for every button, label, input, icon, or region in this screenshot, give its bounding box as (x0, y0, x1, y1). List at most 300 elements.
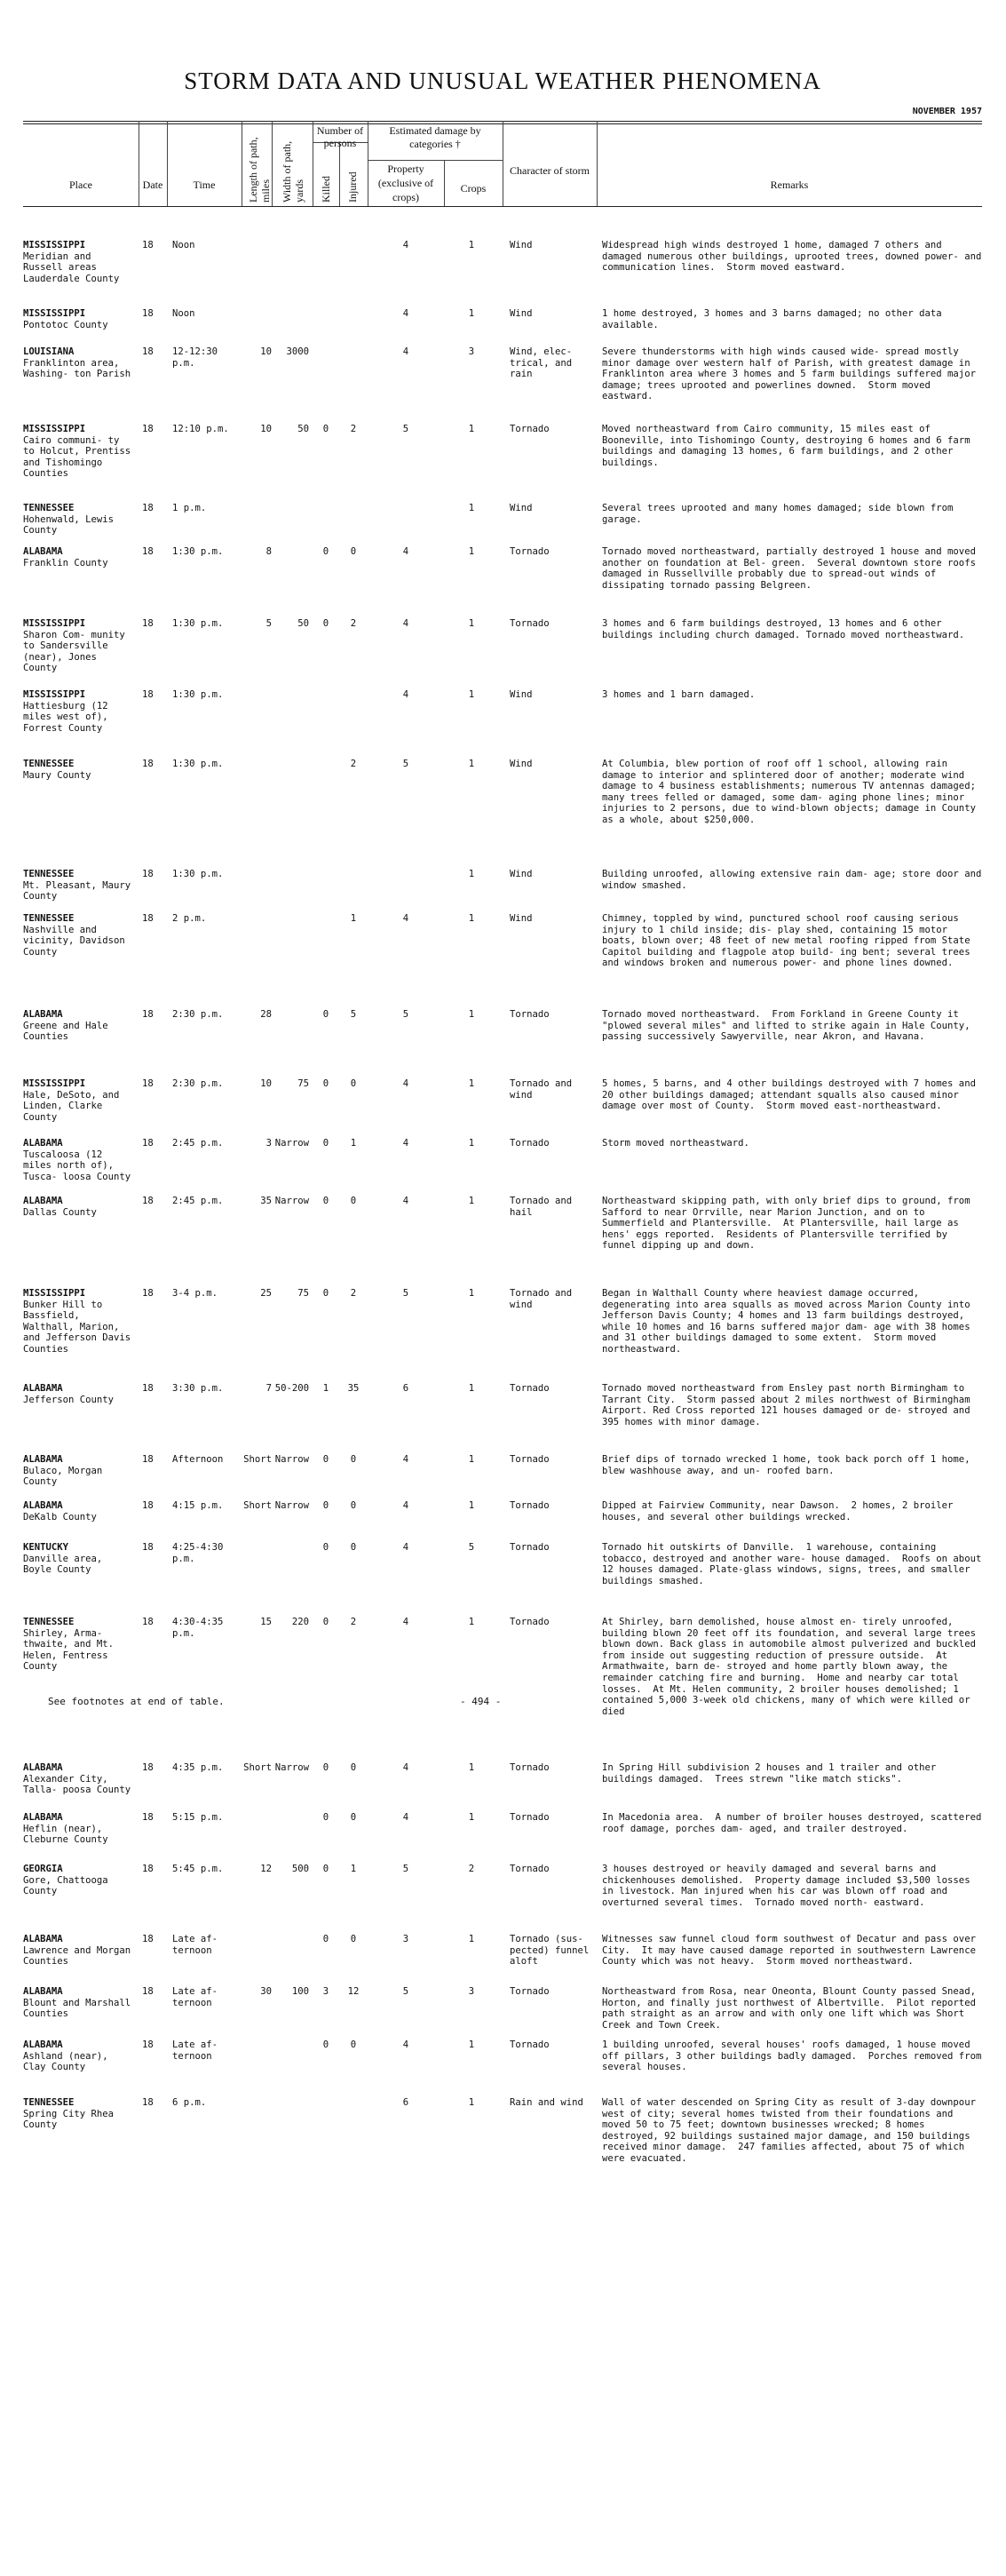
path-length-cell: Short (243, 1762, 272, 1773)
remarks-cell: 3 homes and 6 farm buildings destroyed, 13 homes and 6 other buildings including church damaged. Tornado moved northeastward. (602, 618, 965, 640)
crop-damage-cell: 2 (468, 1864, 475, 1874)
storm-character-cell: Wind (510, 503, 533, 513)
place-cell (23, 503, 134, 537)
crop-damage-cell: 1 (468, 1383, 475, 1394)
date-cell: 18 (142, 546, 154, 557)
path-length-cell: 15 (260, 1617, 272, 1627)
killed-cell: 0 (322, 1138, 329, 1149)
injured-cell: 5 (350, 1009, 357, 1020)
place-name: DeKalb County (23, 1511, 97, 1523)
killed-cell: 0 (322, 546, 329, 557)
path-width-cell: Narrow (274, 1454, 309, 1465)
injured-cell: 0 (350, 1196, 357, 1206)
place-name: Bunker Hill to Bassfield, Walthall, Marion, and Jefferson Davis Counties (23, 1299, 137, 1355)
path-width-cell: 100 (291, 1986, 309, 1997)
time-cell: 5:45 p.m. (172, 1864, 224, 1874)
place-cell (23, 1500, 134, 1523)
injured-cell: 0 (350, 1812, 357, 1823)
crop-damage-cell: 1 (468, 1617, 475, 1627)
place-name: Lawrence and Morgan Counties (23, 1944, 137, 1968)
storm-character-cell: Wind (510, 308, 533, 319)
property-damage-cell: 4 (402, 308, 409, 319)
state-name: TENNESSEE (23, 869, 75, 879)
property-damage-cell: 4 (402, 913, 409, 924)
crop-damage-cell: 1 (468, 618, 475, 629)
remarks-cell: Storm moved northeastward. (602, 1138, 749, 1149)
time-cell: Late af- ternoon (172, 2039, 224, 2062)
date-cell: 18 (142, 1288, 154, 1299)
state-name: TENNESSEE (23, 2097, 75, 2108)
path-width-cell: Narrow (274, 1500, 309, 1511)
storm-character-cell: Tornado (510, 2039, 550, 2050)
place-name: Hohenwald, Lewis County (23, 513, 120, 537)
remarks-cell: Chimney, toppled by wind, punctured school roof causing serious injury to 1 child inside; dis- play shed, containing 15 motor boats, blown over; 48 feet of new metal roofing ripped from State Capitol building and flagpole atop build- ing bent; several trees and windows broken and numerous power- and phone lines downed. (602, 913, 976, 969)
col-divider (167, 121, 168, 206)
injured-cell: 35 (347, 1383, 360, 1394)
path-width-cell: 50-200 (274, 1383, 309, 1394)
remarks-cell: Northeastward from Rosa, near Oneonta, Blount County passed Snead, Horton, and finally just northwest of Albertville. Pilot reported path straight as an arrow and with only one lift which was Short Creek and Town Creek. (602, 1986, 982, 2031)
property-damage-cell: 4 (402, 2039, 409, 2050)
storm-character-cell: Tornado and hail (510, 1196, 578, 1218)
injured-cell: 0 (350, 546, 357, 557)
date-cell: 18 (142, 618, 154, 629)
injured-cell: 2 (350, 1617, 357, 1627)
date-cell: 18 (142, 1542, 154, 1553)
state-name: MISSISSIPPI (23, 618, 86, 629)
place-name: Jefferson County (23, 1394, 115, 1405)
killed-cell: 0 (322, 1454, 329, 1465)
injured-cell: 0 (350, 1078, 357, 1089)
property-damage-cell: 4 (402, 689, 409, 700)
property-damage-cell: 4 (402, 1196, 409, 1206)
path-length-cell: 35 (260, 1196, 272, 1206)
place-name: Heflin (near), Cleburne County (23, 1823, 108, 1846)
place-name: Hattiesburg (12 miles west of), Forrest County (23, 700, 115, 734)
injured-cell: 0 (350, 2039, 357, 2050)
remarks-cell: At Columbia, blew portion of roof off 1 school, allowing rain damage to interior and splintered door of another; moderate wind damage to 4 business establishments; numerous TV antennas damaged; many trees felled or damaged, some dam- aging phone lines; minor injuries to 2 persons, due to wind-blown objects; damage in County as a whole, about $250,000. (602, 759, 982, 825)
time-cell: 5:15 p.m. (172, 1812, 224, 1823)
injured-cell: 12 (347, 1986, 360, 1997)
time-cell: 1:30 p.m. (172, 759, 224, 769)
state-name: ALABAMA (23, 2039, 63, 2050)
date-cell: 18 (142, 346, 154, 357)
place-cell (23, 1454, 134, 1488)
remarks-cell: Dipped at Fairview Community, near Dawson. 2 homes, 2 broiler houses, and several other buildings wrecked. (602, 1500, 959, 1523)
property-damage-cell: 4 (402, 1617, 409, 1627)
time-cell: 12:10 p.m. (172, 424, 229, 434)
state-name: ALABAMA (23, 1934, 63, 1944)
crop-damage-cell: 1 (468, 913, 475, 924)
remarks-cell: Tornado moved northeastward. From Forkland in Greene County it "plowed several miles" and lifted to strike again in Hale County, passing successively Sawyerville, near Akron, and Havana. (602, 1009, 976, 1043)
time-cell: 2:30 p.m. (172, 1009, 224, 1020)
place-name: Mt. Pleasant, Maury County (23, 879, 137, 902)
date-cell: 18 (142, 1500, 154, 1511)
path-length-cell: 8 (265, 546, 272, 557)
remarks-cell: Tornado moved northeastward from Ensley past north Birmingham to Tarrant City. Storm passed about 2 miles northwest of Birmingham Airport. Red Cross reported 121 houses damaged or de- stroyed and 395 homes with minor damage. (602, 1383, 976, 1427)
place-name: Blount and Marshall Counties (23, 1997, 137, 2020)
place-cell (23, 1762, 134, 1796)
property-damage-cell: 4 (402, 1500, 409, 1511)
time-cell: 6 p.m. (172, 2097, 207, 2108)
place-name: Shirley, Arma- thwaite, and Mt. Helen, Fentress County (23, 1627, 120, 1673)
time-cell: 1:30 p.m. (172, 546, 224, 557)
time-cell: 4:15 p.m. (172, 1500, 224, 1511)
storm-character-cell: Tornado and wind (510, 1288, 578, 1310)
date-cell: 18 (142, 308, 154, 319)
path-width-cell: 75 (297, 1288, 309, 1299)
place-name: Spring City Rhea County (23, 2108, 120, 2131)
injured-cell: 2 (350, 618, 357, 629)
time-cell: 2 p.m. (172, 913, 207, 924)
place-cell (23, 869, 137, 902)
injured-cell: 0 (350, 1934, 357, 1944)
place-cell (23, 689, 134, 734)
date-cell: 18 (142, 1138, 154, 1149)
property-damage-cell: 5 (402, 1009, 409, 1020)
date-cell: 18 (142, 1864, 154, 1874)
killed-cell: 3 (322, 1986, 329, 1997)
property-damage-cell: 5 (402, 1986, 409, 1997)
place-cell (23, 1617, 134, 1673)
date-cell: 18 (142, 2039, 154, 2050)
path-width-cell: 75 (297, 1078, 309, 1089)
property-damage-cell: 5 (402, 1288, 409, 1299)
killed-cell: 0 (322, 1864, 329, 1874)
date-cell: 18 (142, 1934, 154, 1944)
storm-character-cell: Wind (510, 913, 533, 924)
place-name: Gore, Chattooga County (23, 1874, 115, 1897)
header-persons: Number of persons (316, 124, 364, 149)
date-cell: 18 (142, 1454, 154, 1465)
path-width-cell: 50 (297, 618, 309, 629)
state-name: KENTUCKY (23, 1542, 69, 1553)
crop-damage-cell: 1 (468, 1009, 475, 1020)
time-cell: 4:25-4:30 p.m. (172, 1542, 229, 1564)
injured-cell: 2 (350, 1288, 357, 1299)
killed-cell: 0 (322, 1078, 329, 1089)
place-cell (23, 1934, 137, 1968)
date-cell: 18 (142, 913, 154, 924)
property-damage-cell: 5 (402, 424, 409, 434)
date-cell: 18 (142, 1196, 154, 1206)
state-name: TENNESSEE (23, 759, 75, 769)
place-name: Dallas County (23, 1206, 97, 1218)
crop-damage-cell: 1 (468, 1196, 475, 1206)
date-cell: 18 (142, 503, 154, 513)
crop-damage-cell: 1 (468, 1454, 475, 1465)
property-damage-cell: 6 (402, 2097, 409, 2108)
crop-damage-cell: 1 (468, 2097, 475, 2108)
crop-damage-cell: 1 (468, 503, 475, 513)
place-cell (23, 1864, 134, 1897)
property-damage-cell: 6 (402, 1383, 409, 1394)
report-month: NOVEMBER 1957 (912, 107, 982, 116)
state-name: MISSISSIPPI (23, 308, 86, 319)
remarks-cell: Widespread high winds destroyed 1 home, damaged 7 others and damaged numerous other buildings, uprooted trees, downed power- and communication lines. Storm moved eastward. (602, 240, 987, 274)
page-title: STORM DATA AND UNUSUAL WEATHER PHENOMENA (184, 68, 821, 94)
time-cell: 3-4 p.m. (172, 1288, 218, 1299)
time-cell: 1:30 p.m. (172, 869, 224, 879)
property-damage-cell: 4 (402, 1542, 409, 1553)
injured-cell: 2 (350, 424, 357, 434)
header-property: Property (exclusive of crops) (377, 163, 434, 203)
storm-character-cell: Wind, elec- trical, and rain (510, 346, 578, 380)
remarks-cell: Tornado hit outskirts of Danville. 1 warehouse, containing tobacco, destroyed and another ware- house damaged. Roofs on about 12 houses damaged. Plate-glass windows, signs, trees, and smaller buildings smashed. (602, 1542, 987, 1586)
property-damage-cell: 4 (402, 1138, 409, 1149)
crop-damage-cell: 3 (468, 346, 475, 357)
storm-character-cell: Tornado (510, 1864, 550, 1874)
killed-cell: 0 (322, 1934, 329, 1944)
date-cell: 18 (142, 1383, 154, 1394)
crop-damage-cell: 1 (468, 1138, 475, 1149)
time-cell: Afternoon (172, 1454, 224, 1465)
date-cell: 18 (142, 1078, 154, 1089)
path-length-cell: 25 (260, 1288, 272, 1299)
storm-character-cell: Tornado (510, 424, 550, 434)
killed-cell: 0 (322, 1812, 329, 1823)
header-killed: Killed (320, 176, 332, 203)
killed-cell: 0 (322, 1762, 329, 1773)
date-cell: 18 (142, 1762, 154, 1773)
remarks-cell: 1 building unroofed, several houses' roofs damaged, 1 house moved off pillars, 3 other buildings badly damaged. Porches removed from several houses. (602, 2039, 987, 2073)
remarks-cell: 5 homes, 5 barns, and 4 other buildings destroyed with 7 homes and 20 other buildings damaged; attendant squalls also caused minor damage over most of County. Storm moved east-northeastward. (602, 1078, 982, 1112)
remarks-cell: Witnesses saw funnel cloud form southwest of Decatur and pass over City. It may have caused damage reported in southwestern Lawrence County which was not heavy. Storm moved northeastward. (602, 1934, 982, 1968)
path-width-cell: Narrow (274, 1762, 309, 1773)
time-cell: 12-12:30 p.m. (172, 346, 224, 369)
storm-character-cell: Wind (510, 759, 533, 769)
place-cell (23, 1812, 134, 1846)
remarks-cell: In Macedonia area. A number of broiler houses destroyed, scattered roof damage, porches dam- aged, and trailer destroyed. (602, 1812, 987, 1834)
time-cell: 1:30 p.m. (172, 618, 224, 629)
property-damage-cell: 4 (402, 240, 409, 250)
header-width: Width of path, yards (281, 140, 305, 203)
crop-damage-cell: 1 (468, 424, 475, 434)
state-name: ALABAMA (23, 1138, 63, 1149)
remarks-cell: Severe thunderstorms with high winds caused wide- spread mostly minor damage over western half of Parish, with greatest damage in Franklinton area where 3 homes and 5 farm buildings suffered major damage; trees uprooted and powerlines downed. Storm moved eastward. (602, 346, 982, 402)
place-cell (23, 1138, 134, 1182)
crop-damage-cell: 1 (468, 2039, 475, 2050)
property-damage-cell: 5 (402, 759, 409, 769)
path-length-cell: 12 (260, 1864, 272, 1874)
date-cell: 18 (142, 1009, 154, 1020)
property-damage-cell: 3 (402, 1934, 409, 1944)
killed-cell: 0 (322, 1196, 329, 1206)
injured-cell: 1 (350, 1138, 357, 1149)
state-name: MISSISSIPPI (23, 240, 86, 250)
place-name: Bulaco, Morgan County (23, 1465, 108, 1488)
state-name: TENNESSEE (23, 913, 75, 924)
place-cell (23, 424, 137, 480)
property-damage-cell: 4 (402, 1454, 409, 1465)
place-name: Tuscaloosa (12 miles north of), Tusca- loosa County (23, 1149, 131, 1182)
date-cell: 18 (142, 1812, 154, 1823)
state-name: TENNESSEE (23, 1617, 75, 1627)
remarks-cell: Building unroofed, allowing extensive rain dam- age; store door and window smashed. (602, 869, 987, 891)
place-name: Cairo communi- ty to Holcut, Prentiss and Tishomingo Counties (23, 434, 137, 480)
place-name: Franklinton area, Washing- ton Parish (23, 357, 131, 380)
path-width-cell: 500 (291, 1864, 309, 1874)
header-time: Time (193, 179, 216, 191)
header-place: Place (69, 179, 92, 191)
killed-cell: 1 (322, 1383, 329, 1394)
place-name: Hale, DeSoto, and Linden, Clarke County (23, 1089, 125, 1123)
crop-damage-cell: 1 (468, 1500, 475, 1511)
time-cell: Noon (172, 240, 195, 250)
state-name: MISSISSIPPI (23, 1078, 86, 1089)
remarks-cell: 1 home destroyed, 3 homes and 3 barns damaged; no other data available. (602, 308, 948, 330)
injured-cell: 0 (350, 1454, 357, 1465)
place-name: Nashville and vicinity, Davidson County (23, 924, 131, 958)
storm-character-cell: Tornado (510, 1812, 550, 1823)
crop-damage-cell: 1 (468, 546, 475, 557)
crop-damage-cell: 1 (468, 1812, 475, 1823)
path-length-cell: Short (243, 1454, 272, 1465)
storm-character-cell: Tornado (sus- pected) funnel aloft (510, 1934, 595, 1968)
place-name: Meridian and Russell areas Lauderdale County (23, 250, 120, 284)
crop-damage-cell: 1 (468, 1762, 475, 1773)
property-damage-cell: 4 (402, 546, 409, 557)
place-cell (23, 308, 134, 330)
state-name: ALABAMA (23, 546, 63, 557)
date-cell: 18 (142, 424, 154, 434)
path-width-cell: 220 (291, 1617, 309, 1627)
crop-damage-cell: 1 (468, 1078, 475, 1089)
killed-cell: 0 (322, 1542, 329, 1553)
place-cell (23, 346, 134, 380)
storm-character-cell: Tornado (510, 1617, 550, 1627)
place-cell (23, 2097, 134, 2131)
path-width-cell: 3000 (286, 346, 309, 357)
path-length-cell: 10 (260, 346, 272, 357)
remarks-cell: Several trees uprooted and many homes damaged; side blown from garage. (602, 503, 959, 525)
injured-cell: 1 (350, 1864, 357, 1874)
place-cell (23, 1078, 134, 1123)
time-cell: Late af- ternoon (172, 1934, 224, 1956)
injured-cell: 2 (350, 759, 357, 769)
storm-character-cell: Tornado (510, 1454, 550, 1465)
header-injured: Injured (346, 171, 359, 203)
injured-cell: 0 (350, 1500, 357, 1511)
time-cell: 3:30 p.m. (172, 1383, 224, 1394)
path-width-cell: Narrow (274, 1196, 309, 1206)
state-name: GEORGIA (23, 1864, 63, 1874)
property-damage-cell: 4 (402, 1762, 409, 1773)
place-cell (23, 618, 134, 674)
storm-character-cell: Tornado (510, 618, 550, 629)
remarks-cell: 3 homes and 1 barn damaged. (602, 689, 756, 700)
place-cell (23, 913, 134, 958)
property-damage-cell: 4 (402, 618, 409, 629)
storm-character-cell: Tornado (510, 546, 550, 557)
time-cell: 1:30 p.m. (172, 689, 224, 700)
page-number: - 494 - (460, 1696, 502, 1707)
header-bottom-rule (23, 206, 982, 207)
time-cell: 2:30 p.m. (172, 1078, 224, 1089)
state-name: ALABAMA (23, 1500, 63, 1511)
injured-cell: 1 (350, 913, 357, 924)
crop-damage-cell: 1 (468, 869, 475, 879)
crop-damage-cell: 1 (468, 1934, 475, 1944)
place-name: Pontotoc County (23, 319, 108, 330)
time-cell: 2:45 p.m. (172, 1138, 224, 1149)
crop-damage-cell: 1 (468, 240, 475, 250)
date-cell: 18 (142, 759, 154, 769)
killed-cell: 0 (322, 2039, 329, 2050)
place-cell (23, 1009, 134, 1043)
place-name: Danville area, Boyle County (23, 1553, 108, 1576)
path-width-cell: 50 (297, 424, 309, 434)
state-name: ALABAMA (23, 1812, 63, 1823)
remarks-cell: At Shirley, barn demolished, house almost en- tirely unroofed, building blown 20 feet off its foundation, and several large trees blown down. Back glass in automobile almost pulverized and buckled from inside out suggesting reduction of pressure outside. At Armathwaite, barn de- stroyed and home partly blown away, the remainder catching fire and burning. Home and nearby car total losses. At Mt. Helen community, 2 broiler houses demolished; 1 contained 5,000 3-week old chickens, many of which were killed or died (602, 1617, 982, 1717)
remarks-cell: Northeastward skipping path, with only brief dips to ground, from Safford to near Orrville, near Marion Junction, and on to Summerfield and Plantersville. At Plantersville, hail large as hens' eggs reported. Residents of Plantersville terrified by funnel dipping up and down. (602, 1196, 976, 1252)
path-length-cell: 30 (260, 1986, 272, 1997)
place-name: Greene and Hale Counties (23, 1020, 115, 1043)
header-length: Length of path, miles (247, 137, 272, 203)
path-length-cell: 10 (260, 424, 272, 434)
path-length-cell: 28 (260, 1009, 272, 1020)
place-cell (23, 1196, 134, 1218)
header-crops: Crops (460, 182, 487, 195)
time-cell: 1 p.m. (172, 503, 207, 513)
state-name: ALABAMA (23, 1383, 63, 1394)
storm-character-cell: Tornado (510, 1138, 550, 1149)
state-name: ALABAMA (23, 1762, 63, 1773)
crop-damage-cell: 1 (468, 689, 475, 700)
col-divider (597, 121, 598, 206)
property-damage-cell: 4 (402, 346, 409, 357)
col-divider (339, 142, 340, 206)
path-width-cell: Narrow (274, 1138, 309, 1149)
header-date: Date (142, 179, 163, 191)
storm-character-cell: Tornado (510, 1762, 550, 1773)
state-name: LOUISIANA (23, 346, 75, 357)
storm-character-cell: Rain and wind (510, 2097, 583, 2108)
crop-damage-cell: 1 (468, 1288, 475, 1299)
storm-character-cell: Tornado and wind (510, 1078, 578, 1101)
remarks-cell: Moved northeastward from Cairo community, 15 miles east of Booneville, into Tishomingo County, destroying 6 homes and 6 farm buildings and damaging 13 homes, 6 farm buildings, and 2 other buildings. (602, 424, 976, 468)
header-damage: Estimated damage by categories † (389, 124, 481, 150)
storm-character-cell: Wind (510, 240, 533, 250)
remarks-cell: In Spring Hill subdivision 2 houses and 1 trailer and other buildings damaged. Trees strewn "like match sticks". (602, 1762, 942, 1785)
injured-cell: 0 (350, 1762, 357, 1773)
place-cell (23, 759, 134, 781)
storm-character-cell: Wind (510, 869, 533, 879)
place-cell (23, 2039, 134, 2073)
storm-character-cell: Wind (510, 689, 533, 700)
path-length-cell: Short (243, 1500, 272, 1511)
date-cell: 18 (142, 240, 154, 250)
path-length-cell: 10 (260, 1078, 272, 1089)
col-divider (272, 121, 273, 206)
place-cell (23, 1542, 134, 1576)
state-name: MISSISSIPPI (23, 424, 86, 434)
place-cell (23, 1288, 137, 1356)
date-cell: 18 (142, 2097, 154, 2108)
crop-damage-cell: 3 (468, 1986, 475, 1997)
date-cell: 18 (142, 1986, 154, 1997)
place-cell (23, 240, 134, 284)
state-name: ALABAMA (23, 1009, 63, 1020)
remarks-cell: Brief dips of tornado wrecked 1 home, took back porch off 1 home, blew washhouse away, and un- roofed barn. (602, 1454, 976, 1476)
storm-character-cell: Tornado (510, 1986, 550, 1997)
storm-character-cell: Tornado (510, 1009, 550, 1020)
path-length-cell: 7 (265, 1383, 272, 1394)
remarks-cell: Wall of water descended on Spring City as result of 3-day downpour west of city; several homes twisted from their foundations and moved 50 to 75 feet; downtown businesses wrecked; 8 homes destroyed, 92 buildings sustained major damage, and 150 buildings received minor damage. 247 families affected, about 75 of which were evacuated. (602, 2097, 982, 2164)
header-remarks: Remarks (770, 179, 809, 191)
storm-character-cell: Tornado (510, 1383, 550, 1394)
path-length-cell: 3 (265, 1138, 272, 1149)
crop-damage-cell: 1 (468, 308, 475, 319)
